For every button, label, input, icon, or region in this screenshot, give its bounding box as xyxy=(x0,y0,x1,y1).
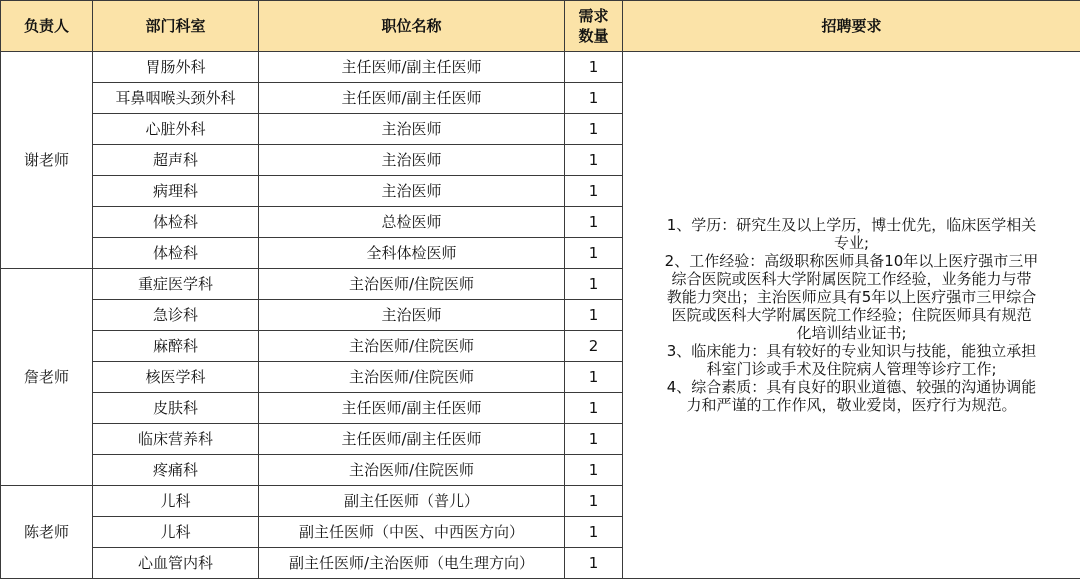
requirement-line: 教能力突出；主治医师应具有5年以上医疗强市三甲综合 xyxy=(623,288,1080,306)
dept-cell: 麻醉科 xyxy=(93,331,259,362)
requirement-line: 3、临床能力：具有较好的专业知识与技能，能独立承担 xyxy=(623,342,1080,360)
dept-cell: 临床营养科 xyxy=(93,424,259,455)
count-cell: 2 xyxy=(565,331,623,362)
lead-cell: 谢老师 xyxy=(1,52,93,269)
position-cell: 主任医师/副主任医师 xyxy=(259,424,565,455)
requirement-line: 力和严谨的工作作风，敬业爱岗，医疗行为规范。 xyxy=(623,396,1080,414)
table-row xyxy=(1,52,1080,83)
table-body xyxy=(1,52,1080,579)
count-cell: 1 xyxy=(565,207,623,238)
header-position: 职位名称 xyxy=(259,1,565,52)
dept-cell: 急诊科 xyxy=(93,300,259,331)
dept-cell: 心脏外科 xyxy=(93,114,259,145)
count-cell: 1 xyxy=(565,517,623,548)
position-cell: 主治医师 xyxy=(259,300,565,331)
count-cell: 1 xyxy=(565,238,623,269)
count-cell: 1 xyxy=(565,300,623,331)
count-cell: 1 xyxy=(565,455,623,486)
count-cell: 1 xyxy=(565,83,623,114)
position-cell: 主治医师/住院医师 xyxy=(259,455,565,486)
position-cell: 主任医师/副主任医师 xyxy=(259,52,565,83)
header-count-line2: 数量 xyxy=(578,27,608,45)
position-cell: 主治医师/住院医师 xyxy=(259,362,565,393)
header-dept: 部门科室 xyxy=(93,1,259,52)
requirement-line: 科室门诊或手术及住院病人管理等诊疗工作; xyxy=(623,360,1080,378)
requirement-line: 综合医院或医科大学附属医院工作经验，业务能力与带 xyxy=(623,270,1080,288)
count-cell: 1 xyxy=(565,548,623,579)
header-row xyxy=(1,1,1080,52)
position-cell: 副主任医师（中医、中西医方向） xyxy=(259,517,565,548)
dept-cell: 重症医学科 xyxy=(93,269,259,300)
count-cell: 1 xyxy=(565,393,623,424)
count-cell: 1 xyxy=(565,145,623,176)
position-cell: 主治医师 xyxy=(259,176,565,207)
requirement-line: 2、工作经验：高级职称医师具备10年以上医疗强市三甲 xyxy=(623,252,1080,270)
position-cell: 主治医师/住院医师 xyxy=(259,269,565,300)
position-cell: 副主任医师/主治医师（电生理方向） xyxy=(259,548,565,579)
requirement-line: 专业; xyxy=(623,234,1080,252)
dept-cell: 体检科 xyxy=(93,238,259,269)
requirement-line: 4、综合素质：具有良好的职业道德、较强的沟通协调能 xyxy=(623,378,1080,396)
dept-cell: 核医学科 xyxy=(93,362,259,393)
position-cell: 主治医师 xyxy=(259,145,565,176)
dept-cell: 耳鼻咽喉头颈外科 xyxy=(93,83,259,114)
position-cell: 总检医师 xyxy=(259,207,565,238)
header-lead: 负责人 xyxy=(1,1,93,52)
requirement-line: 化培训结业证书; xyxy=(623,324,1080,342)
dept-cell: 胃肠外科 xyxy=(93,52,259,83)
header-count xyxy=(565,1,623,52)
count-cell: 1 xyxy=(565,52,623,83)
lead-cell: 陈老师 xyxy=(1,486,93,579)
dept-cell: 病理科 xyxy=(93,176,259,207)
dept-cell: 心血管内科 xyxy=(93,548,259,579)
count-cell: 1 xyxy=(565,176,623,207)
dept-cell: 儿科 xyxy=(93,517,259,548)
position-cell: 副主任医师（普儿） xyxy=(259,486,565,517)
dept-cell: 疼痛科 xyxy=(93,455,259,486)
header-count-line1: 需求 xyxy=(578,7,608,25)
requirement-line: 医院或医科大学附属医院工作经验；住院医师具有规范 xyxy=(623,306,1080,324)
requirement-line: 1、学历：研究生及以上学历，博士优先，临床医学相关 xyxy=(623,216,1080,234)
position-cell: 主治医师 xyxy=(259,114,565,145)
count-cell: 1 xyxy=(565,114,623,145)
count-cell: 1 xyxy=(565,424,623,455)
count-cell: 1 xyxy=(565,362,623,393)
dept-cell: 皮肤科 xyxy=(93,393,259,424)
dept-cell: 儿科 xyxy=(93,486,259,517)
position-cell: 主任医师/副主任医师 xyxy=(259,83,565,114)
header-requirements: 招聘要求 xyxy=(623,1,1080,52)
dept-cell: 超声科 xyxy=(93,145,259,176)
lead-cell: 詹老师 xyxy=(1,269,93,486)
position-cell: 主治医师/住院医师 xyxy=(259,331,565,362)
count-cell: 1 xyxy=(565,486,623,517)
count-cell: 1 xyxy=(565,269,623,300)
position-cell: 全科体检医师 xyxy=(259,238,565,269)
dept-cell: 体检科 xyxy=(93,207,259,238)
requirements-cell xyxy=(623,52,1080,579)
position-cell: 主任医师/副主任医师 xyxy=(259,393,565,424)
